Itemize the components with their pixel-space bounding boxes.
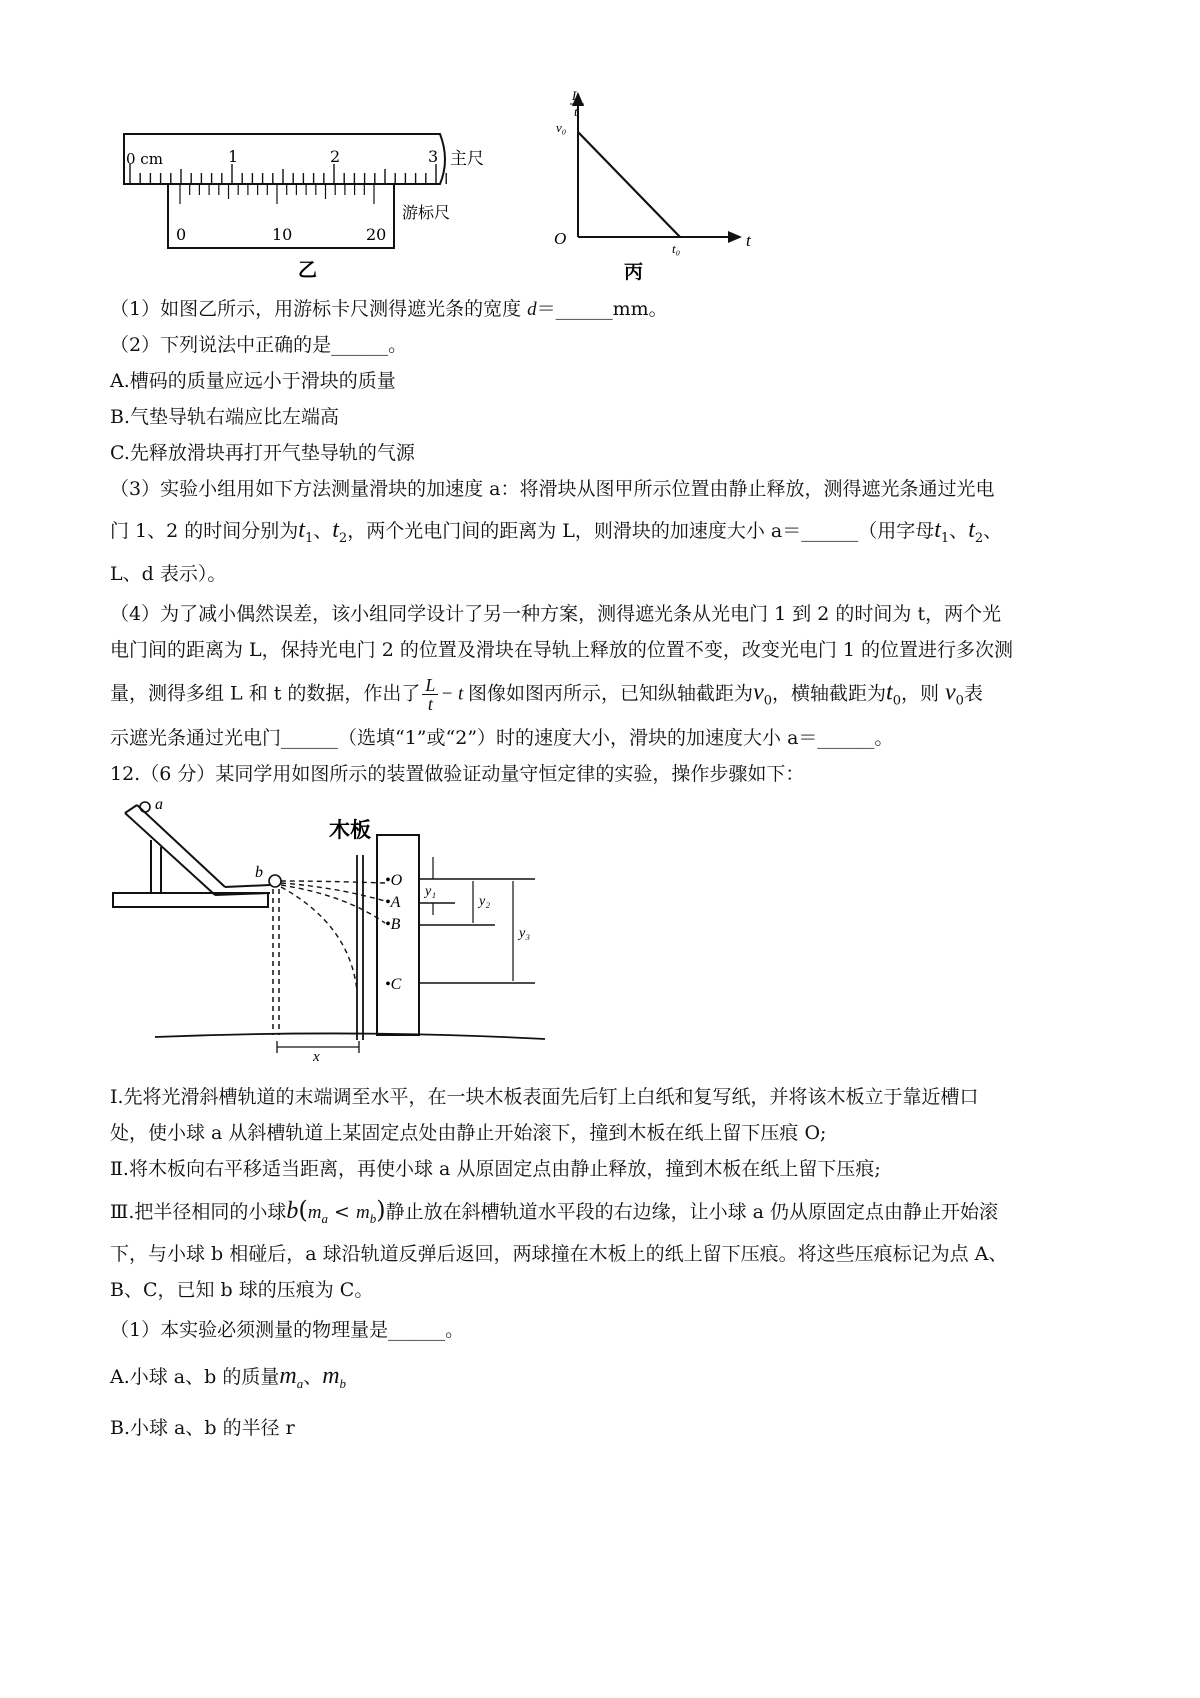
point-b: •B [385, 916, 401, 933]
vernier-scale-label: 游标尺 [402, 203, 451, 222]
ball-a [140, 802, 150, 812]
y-axis-label-num: L [572, 88, 580, 103]
q12-title: 12.（6 分）某同学用如图所示的装置做验证动量守恒定律的实验，操作步骤如下： [110, 763, 805, 785]
vernier-caliper-figure [110, 120, 530, 285]
q11-part2: （2）下列说法中正确的是______。 [110, 334, 408, 356]
q11-part4-line2: 电门间的距离为 L，保持光电门 2 的位置及滑块在导轨上释放的位置不变，改变光电门 1 的位置进行多次测 [110, 639, 1013, 661]
q12-option-a: A.小球 a、b 的质量$m_a$、$m_b$ [110, 1363, 347, 1391]
data-line [578, 132, 680, 237]
ball-b [269, 875, 281, 887]
y1-label: y₁ [425, 884, 437, 899]
wood-board-label: 木板 [329, 818, 371, 842]
vernier-tick-0: 0 [176, 225, 187, 244]
vernier-tick-10: 10 [272, 225, 293, 244]
q11-part1: （1）如图乙所示，用游标卡尺测得遮光条的宽度 d＝______mm。 [110, 298, 668, 320]
origin-label: O [554, 229, 567, 248]
x-intercept-label: t₀ [672, 241, 681, 256]
q11-option-c: C.先释放滑块再打开气垫导轨的气源 [110, 442, 415, 464]
main-scale [124, 134, 445, 184]
vernier-tick-20: 20 [366, 225, 387, 244]
q11-part4-line1: （4）为了减小偶然误差，该小组同学设计了另一种方案，测得遮光条从光电门 1 到 2 的时间为 t，两个光 [110, 603, 1002, 625]
q12-step2: Ⅱ.将木板向右平移适当距离，再使小球 a 从原固定点由静止释放，撞到木板在纸上留下压痕; [110, 1158, 881, 1180]
q11-part3-line1: （3）实验小组用如下方法测量滑块的加速度 a：将滑块从图甲所示位置由静止释放，测得遮光条通过光电 [110, 478, 995, 500]
wood-board [377, 835, 419, 1035]
q11-part4-line4: 示遮光条通过光电门______（选填“1”或“2”）时的速度大小，滑块的加速度大小 a＝______。 [110, 727, 894, 749]
q11-option-a: A.槽码的质量应远小于滑块的质量 [110, 370, 396, 392]
q12-step1-line2: 处，使小球 a 从斜槽轨道上某固定点处由静止开始滚下，撞到木板在纸上留下压痕 O; [110, 1122, 827, 1144]
main-scale-label: 主尺 [450, 149, 484, 169]
point-o: •O [385, 872, 403, 889]
q11-part4-line3: 量，测得多组 L 和 t 的数据，作出了 $\frac{L}{t}$ − t 图像如图丙所示，已知纵轴截距为$v_0$，横轴截距为$t_0$，则 $v_0$表 [110, 675, 983, 714]
q12-step3-line1: Ⅲ.把半径相同的小球$b(m_a < m_b)$静止放在斜槽轨道水平段的右边缘，让小球 a 仍从原固定点由静止开始滚 [110, 1196, 999, 1226]
main-tick-0: 0 cm [126, 150, 163, 168]
lt-t-graph-figure [540, 82, 770, 287]
main-tick-2: 2 [330, 147, 341, 166]
main-tick-3: 3 [428, 147, 439, 166]
y2-label: y₂ [479, 894, 491, 909]
ball-a-label: a [155, 796, 163, 813]
y-axis-label-den: t [574, 104, 578, 119]
q11-option-b: B.气垫导轨右端应比左端高 [110, 406, 340, 428]
x-distance-label: x [313, 1049, 320, 1065]
q11-part3-line2: 门 1、2 的时间分别为$t_1$、$t_2$，两个光电门间的距离为 L，则滑块的加速度大小 a＝______（用字母$t_1$、$t_2$、 [110, 517, 1003, 546]
y3-label: y₃ [519, 926, 531, 941]
x-axis-label: t [746, 231, 751, 250]
ball-b-label: b [255, 864, 263, 881]
main-tick-1: 1 [228, 147, 239, 166]
q12-step1-line1: Ⅰ.先将光滑斜槽轨道的末端调至水平，在一块木板表面先后钉上白纸和复写纸，并将该木板立于靠近槽口 [110, 1086, 979, 1108]
point-a: •A [385, 894, 401, 911]
point-c: •C [385, 976, 402, 993]
fraction-l-over-t: $\frac{L}{t}$ [422, 676, 438, 713]
figure-caption-yi: 乙 [298, 259, 318, 281]
q11-part3-line3: L、d 表示）。 [110, 563, 227, 585]
momentum-apparatus-figure [105, 795, 565, 1065]
q12-option-b: B.小球 a、b 的半径 r [110, 1417, 295, 1439]
q12-step3-line2: 下，与小球 b 相碰后，a 球沿轨道反弹后返回，两球撞在木板上的纸上留下压痕。将这些压痕标记为点 A、 [110, 1243, 1008, 1265]
q12-step3-line3: B、C，已知 b 球的压痕为 C。 [110, 1279, 374, 1301]
q12-question1: （1）本实验必须测量的物理量是______。 [110, 1319, 465, 1341]
y-intercept-label: v₀ [556, 120, 567, 135]
figure-caption-bing: 丙 [624, 261, 644, 283]
